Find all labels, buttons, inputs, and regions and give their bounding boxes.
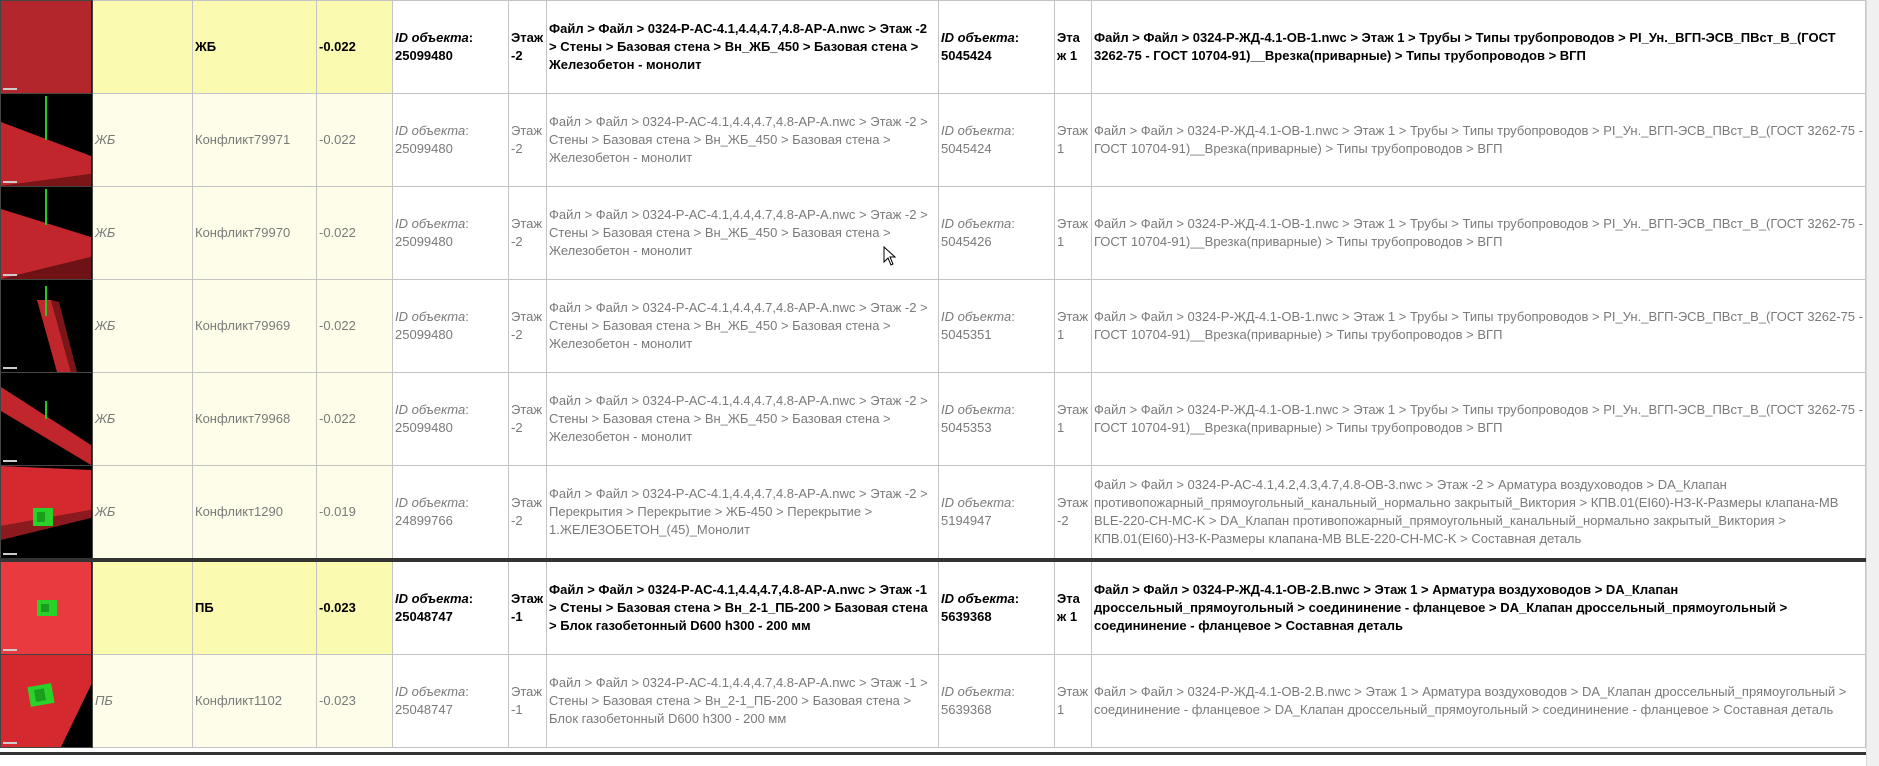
item2-id-cell: ID объекта: 5045426: [939, 187, 1055, 280]
item1-id: 25048747: [395, 609, 453, 624]
clash-thumbnail[interactable]: [1, 94, 93, 187]
object-id-label: ID объекта: [941, 309, 1012, 324]
item1-id-cell: ID объекта: 25048747: [393, 655, 509, 748]
item2-floor: Этаж 1: [1055, 560, 1092, 655]
clash-view-image: [1, 1, 91, 93]
item1-path: Файл > Файл > 0324-Р-АС-4.1,4.4,4.7,4.8-АР-А.nwc > Этаж -1 > Стены > Базовая стена > Вн_2-1_ПБ-200 > Базовая стена > Блок газобетонный D600 h300 - 200 мм: [547, 655, 939, 748]
clash-category: [93, 1, 193, 94]
clash-distance: -0.022: [317, 1, 393, 94]
item2-path: Файл > Файл > 0324-Р-ЖД-4.1-ОВ-2.В.nwc > Этаж 1 > Арматура воздуховодов > DA_Клапан дроссельный_прямоугольный > соедининение - фланцевое > DA_Клапан дроссельный_прямоугольный > соедининение - фланцевое > Составная деталь: [1092, 655, 1866, 748]
item1-floor: Этаж -2: [509, 373, 547, 466]
object-id-label: ID объекта: [395, 216, 466, 231]
object-id-label: ID объекта: [941, 216, 1012, 231]
clash-distance: -0.022: [317, 280, 393, 373]
item2-id-cell: ID объекта: 5045351: [939, 280, 1055, 373]
object-id-label: ID объекта: [395, 123, 466, 138]
item1-id-cell: ID объекта: 25099480: [393, 1, 509, 94]
item1-floor: Этаж -2: [509, 187, 547, 280]
clash-name: Конфликт79969: [193, 280, 317, 373]
clash-category: ЖБ: [93, 280, 193, 373]
clash-view-image: [1, 187, 91, 279]
item1-id-cell: ID объекта: 24899766: [393, 466, 509, 561]
item1-id: 25099480: [395, 234, 453, 249]
table-row[interactable]: [1, 94, 1866, 187]
item2-id: 5639368: [941, 702, 992, 717]
object-id-label: ID объекта: [395, 30, 469, 45]
item1-id-cell: ID объекта: 25099480: [393, 373, 509, 466]
item2-id: 5045424: [941, 141, 992, 156]
item2-id: 5045351: [941, 327, 992, 342]
item1-id: 25099480: [395, 327, 453, 342]
table-row[interactable]: [1, 655, 1866, 748]
clash-name: Конфликт79971: [193, 94, 317, 187]
table-row[interactable]: [1, 373, 1866, 466]
item2-id: 5639368: [941, 609, 992, 624]
item2-floor: Этаж -2: [1055, 466, 1092, 561]
item2-path: Файл > Файл > 0324-Р-ЖД-4.1-ОВ-1.nwc > Этаж 1 > Трубы > Типы трубопроводов > PI_Ун._ВГП-ЭСВ_ПВст_В_(ГОСТ 3262-75 - ГОСТ 10704-91)__Врезка(приварные) > Типы трубопроводов > ВГП: [1092, 187, 1866, 280]
clash-view-image: [1, 280, 91, 372]
object-id-label: ID объекта: [395, 684, 466, 699]
item1-path: Файл > Файл > 0324-Р-АС-4.1,4.4,4.7,4.8-АР-А.nwc > Этаж -2 > Стены > Базовая стена > Вн_ЖБ_450 > Базовая стена > Железобетон - монолит: [547, 280, 939, 373]
clash-category: ЖБ: [93, 187, 193, 280]
item2-path: Файл > Файл > 0324-Р-ЖД-4.1-ОВ-1.nwc > Этаж 1 > Трубы > Типы трубопроводов > PI_Ун._ВГП-ЭСВ_ПВст_В_(ГОСТ 3262-75 - ГОСТ 10704-91)__Врезка(приварные) > Типы трубопроводов > ВГП: [1092, 94, 1866, 187]
item2-id: 5194947: [941, 513, 992, 528]
item1-floor: Этаж -2: [509, 280, 547, 373]
clash-thumbnail[interactable]: [1, 655, 93, 748]
object-id-label: ID объекта: [941, 123, 1012, 138]
item2-path: Файл > Файл > 0324-Р-АС-4.1,4.2,4.3,4.7,4.8-ОВ-3.nwc > Этаж -2 > Арматура воздуховодов > DA_Клапан противопожарный_прямоугольный_канальный_нормально закрытый_Виктория > КПВ.01(EI60)-НЗ-К-Размеры клапана-МВ BLE-220-CH-MC-K > DA_Клапан противопожарный_прямоугольный_канальный_нормально закрытый_Виктория > КПВ.01(EI60)-НЗ-К-Размеры клапана-МВ BLE-220-CH-MC-K > Составная деталь: [1092, 466, 1866, 561]
clash-category: ЖБ: [93, 94, 193, 187]
clash-name: Конфликт79968: [193, 373, 317, 466]
item2-id-cell: ID объекта: 5639368: [939, 655, 1055, 748]
item1-id: 25048747: [395, 702, 453, 717]
clash-thumbnail[interactable]: [1, 1, 93, 94]
table-row[interactable]: [1, 560, 1866, 655]
clash-view-image: [1, 466, 91, 558]
item2-path: Файл > Файл > 0324-Р-ЖД-4.1-ОВ-1.nwc > Этаж 1 > Трубы > Типы трубопроводов > PI_Ун._ВГП-ЭСВ_ПВст_В_(ГОСТ 3262-75 - ГОСТ 10704-91)__Врезка(приварные) > Типы трубопроводов > ВГП: [1092, 1, 1866, 94]
clash-view-image: [1, 655, 91, 747]
clash-thumbnail[interactable]: [1, 373, 93, 466]
clash-name: Конфликт1290: [193, 466, 317, 561]
table-row[interactable]: [1, 187, 1866, 280]
item1-path: Файл > Файл > 0324-Р-АС-4.1,4.4,4.7,4.8-АР-А.nwc > Этаж -2 > Перекрытия > Перекрытие > ЖБ-450 > Перекрытие > 1.ЖЕЛЕЗОБЕТОН_(45)_Монолит: [547, 466, 939, 561]
clash-distance: -0.023: [317, 655, 393, 748]
clash-distance: -0.022: [317, 94, 393, 187]
clash-thumbnail[interactable]: [1, 280, 93, 373]
item1-floor: Этаж -1: [509, 560, 547, 655]
item2-id-cell: ID объекта: 5639368: [939, 560, 1055, 655]
clash-view-image: [1, 562, 91, 654]
clash-thumbnail[interactable]: [1, 187, 93, 280]
item1-id: 24899766: [395, 513, 453, 528]
item2-floor: Этаж 1: [1055, 655, 1092, 748]
item1-path: Файл > Файл > 0324-Р-АС-4.1,4.4,4.7,4.8-АР-А.nwc > Этаж -2 > Стены > Базовая стена > Вн_ЖБ_450 > Базовая стена > Железобетон - монолит: [547, 94, 939, 187]
item1-id: 25099480: [395, 48, 453, 63]
item2-floor: Этаж 1: [1055, 280, 1092, 373]
item2-path: Файл > Файл > 0324-Р-ЖД-4.1-ОВ-2.В.nwc > Этаж 1 > Арматура воздуховодов > DA_Клапан дроссельный_прямоугольный > соедининение - фланцевое > DA_Клапан дроссельный_прямоугольный > соедининение - фланцевое > Составная деталь: [1092, 560, 1866, 655]
clash-name: Конфликт1102: [193, 655, 317, 748]
item2-path: Файл > Файл > 0324-Р-ЖД-4.1-ОВ-1.nwc > Этаж 1 > Трубы > Типы трубопроводов > PI_Ун._ВГП-ЭСВ_ПВст_В_(ГОСТ 3262-75 - ГОСТ 10704-91)__Врезка(приварные) > Типы трубопроводов > ВГП: [1092, 280, 1866, 373]
item2-id-cell: ID объекта: 5045424: [939, 94, 1055, 187]
object-id-label: ID объекта: [941, 591, 1015, 606]
vertical-scrollbar[interactable]: [1866, 0, 1879, 766]
item1-path: Файл > Файл > 0324-Р-АС-4.1,4.4,4.7,4.8-АР-А.nwc > Этаж -2 > Стены > Базовая стена > Вн_ЖБ_450 > Базовая стена > Железобетон - монолит: [547, 1, 939, 94]
object-id-label: ID объекта: [395, 309, 466, 324]
object-id-label: ID объекта: [941, 684, 1012, 699]
clash-distance: -0.023: [317, 560, 393, 655]
object-id-label: ID объекта: [941, 402, 1012, 417]
item1-id-cell: ID объекта: 25048747: [393, 560, 509, 655]
item1-id-cell: ID объекта: 25099480: [393, 187, 509, 280]
item2-id-cell: ID объекта: 5045353: [939, 373, 1055, 466]
clash-thumbnail[interactable]: [1, 560, 93, 655]
item1-id-cell: ID объекта: 25099480: [393, 94, 509, 187]
table-bottom-border: [0, 752, 1866, 755]
object-id-label: ID объекта: [395, 495, 466, 510]
object-id-label: ID объекта: [941, 30, 1015, 45]
item2-id: 5045426: [941, 234, 992, 249]
clash-category: ЖБ: [93, 466, 193, 561]
item1-floor: Этаж -2: [509, 1, 547, 94]
clash-distance: -0.019: [317, 466, 393, 561]
item1-floor: Этаж -2: [509, 466, 547, 561]
object-id-label: ID объекта: [395, 402, 466, 417]
item2-id-cell: ID объекта: 5045424: [939, 1, 1055, 94]
item2-id: 5045424: [941, 48, 992, 63]
clash-category: ЖБ: [93, 373, 193, 466]
table-row[interactable]: [1, 1, 1866, 94]
item1-id-cell: ID объекта: 25099480: [393, 280, 509, 373]
item1-id: 25099480: [395, 420, 453, 435]
clash-name: ЖБ: [193, 1, 317, 94]
clash-view-image: [1, 94, 91, 186]
item1-floor: Этаж -2: [509, 94, 547, 187]
clash-view-image: [1, 373, 91, 465]
item2-floor: Этаж 1: [1055, 373, 1092, 466]
item2-path: Файл > Файл > 0324-Р-ЖД-4.1-ОВ-1.nwc > Этаж 1 > Трубы > Типы трубопроводов > PI_Ун._ВГП-ЭСВ_ПВст_В_(ГОСТ 3262-75 - ГОСТ 10704-91)__Врезка(приварные) > Типы трубопроводов > ВГП: [1092, 373, 1866, 466]
table-row[interactable]: [1, 466, 1866, 561]
item2-id: 5045353: [941, 420, 992, 435]
clash-name: ПБ: [193, 560, 317, 655]
item2-floor: Этаж 1: [1055, 94, 1092, 187]
item1-floor: Этаж -1: [509, 655, 547, 748]
clash-distance: -0.022: [317, 187, 393, 280]
item1-id: 25099480: [395, 141, 453, 156]
mouse-cursor-icon: [883, 246, 897, 266]
item2-floor: Этаж 1: [1055, 1, 1092, 94]
table-row[interactable]: [1, 280, 1866, 373]
clash-category: ПБ: [93, 655, 193, 748]
clash-category: [93, 560, 193, 655]
clash-thumbnail[interactable]: [1, 466, 93, 561]
clash-name: Конфликт79970: [193, 187, 317, 280]
item1-path: Файл > Файл > 0324-Р-АС-4.1,4.4,4.7,4.8-АР-А.nwc > Этаж -1 > Стены > Базовая стена > Вн_2-1_ПБ-200 > Базовая стена > Блок газобетонный D600 h300 - 200 мм: [547, 560, 939, 655]
item1-path: Файл > Файл > 0324-Р-АС-4.1,4.4,4.7,4.8-АР-А.nwc > Этаж -2 > Стены > Базовая стена > Вн_ЖБ_450 > Базовая стена > Железобетон - монолит: [547, 373, 939, 466]
clash-distance: -0.022: [317, 373, 393, 466]
object-id-label: ID объекта: [941, 495, 1012, 510]
item2-id-cell: ID объекта: 5194947: [939, 466, 1055, 561]
item1-path: Файл > Файл > 0324-Р-АС-4.1,4.4,4.7,4.8-АР-А.nwc > Этаж -2 > Стены > Базовая стена > Вн_ЖБ_450 > Базовая стена > Железобетон - монолит: [547, 187, 939, 280]
object-id-label: ID объекта: [395, 591, 469, 606]
item2-floor: Этаж 1: [1055, 187, 1092, 280]
